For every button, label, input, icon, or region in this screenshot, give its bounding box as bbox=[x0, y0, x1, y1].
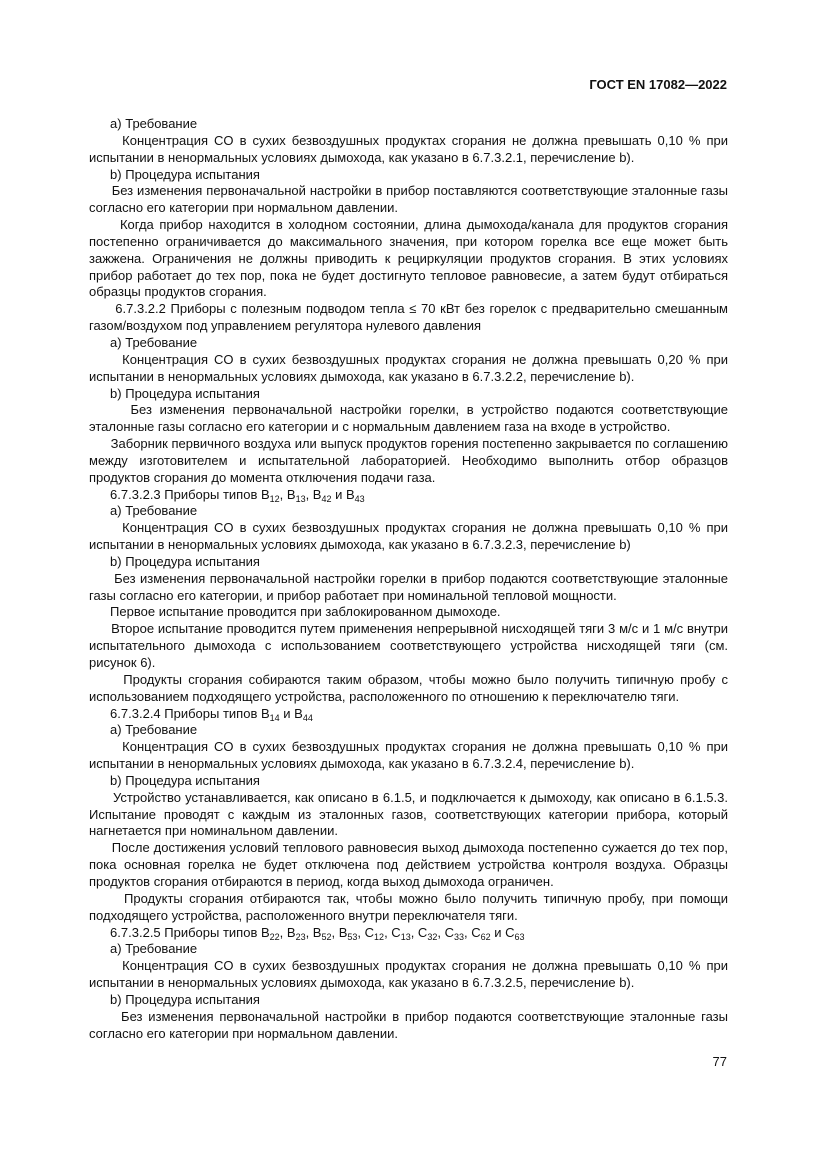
paragraph: Концентрация CO в сухих безвоздушных продуктах сгорания не должна превышать 0,10 % при испытании в ненормальных условиях дымохода, как указано в 6.7.3.2.4, перечисление b). bbox=[89, 739, 728, 772]
paragraph: b) Процедура испытания bbox=[92, 553, 260, 569]
paragraph: Концентрация CO в сухих безвоздушных продуктах сгорания не должна превышать 0,20 % при испытании в ненормальных условиях дымохода, как указано в 6.7.3.2.2, перечисление b). bbox=[89, 351, 728, 384]
paragraph: Продукты сгорания отбираются так, чтобы можно было получить типичную пробу, при помощи подходящего устройства, расположенного внутри переключателя тяги. bbox=[89, 890, 728, 923]
paragraph: Без изменения первоначальной настройки горелки в прибор подаются соответствующие эталонные газы согласно его категории, и прибор работает при номинальной тепловой мощности. bbox=[89, 570, 728, 603]
paragraph: b) Процедура испытания bbox=[92, 772, 260, 788]
paragraph: Первое испытание проводится при заблокированном дымоходе. bbox=[92, 604, 501, 620]
paragraph: а) Требование bbox=[92, 334, 198, 350]
paragraph: После достижения условий теплового равновесия выход дымохода постепенно сужается до тех пор, пока основная горелка не будет отключена под действием устройства контроля воздуха. Образцы продуктов сгорания отбираются в период, когда выход дымохода ограничен. bbox=[89, 840, 728, 889]
paragraph: а) Требование bbox=[92, 722, 198, 738]
document-header: ГОСТ EN 17082—2022 bbox=[589, 77, 727, 92]
paragraph: Без изменения первоначальной настройки горелки, в устройство подаются соответствующие эталонные газы согласно его категории и с нормальным давлением газа на входе в устройство. bbox=[89, 402, 728, 435]
paragraph: b) Процедура испытания bbox=[92, 385, 260, 401]
paragraph: а) Требование bbox=[92, 116, 198, 131]
document-body bbox=[89, 116, 728, 1042]
paragraph: Устройство устанавливается, как описано в 6.1.5, и подключается к дымоходу, как описано в 6.1.5.3. Испытание проводят с каждым из эталонных газов, соответствующих категории прибора, который нагнетается при номинальном давлении. bbox=[89, 789, 728, 839]
paragraph: а) Требование bbox=[92, 941, 198, 957]
paragraph: Продукты сгорания собираются таким образом, чтобы можно было получить типичную пробу с использованием подходящего устройства, расположенного по отношению к переключателю тяги. bbox=[89, 671, 728, 704]
paragraph: Второе испытание проводится путем применения непрерывной нисходящей тяги 3 м/с и 1 м/с внутри испытательного дымохода с использованием соответствующего устройства нисходящей тяги (см. рисунок 6). bbox=[89, 621, 728, 670]
paragraph: b) Процедура испытания bbox=[92, 166, 260, 182]
paragraph: 6.7.3.2.5 Приборы типов $B_{22}$, $B_{23}$, $B_{52}$, $B_{53}$, $C_{12}$, $C_{13}$, $C_{32}$, $C_{33}$, $C_{62}$ и $C_{63}$ bbox=[92, 924, 525, 942]
paragraph: Концентрация CO в сухих безвоздушных продуктах сгорания не должна превышать 0,10 % при испытании в ненормальных условиях дымохода, как указано в 6.7.3.2.3, перечисление b) bbox=[89, 520, 728, 553]
paragraph: а) Требование bbox=[92, 503, 198, 519]
paragraph: Когда прибор находится в холодном состоянии, длина дымохода/канала для продуктов сгорания постепенно ограничивается до максимального значения, при котором горелка все еще может быть зажжена. Ограничения не должны приводить к рециркуляции продуктов сгорания. В этих условиях прибор работает до тех пор, пока не будет достигнуто тепловое равновесие, а затем будут отбираться образцы продуктов сгорания. bbox=[89, 217, 728, 300]
paragraph: Без изменения первоначальной настройки в прибор поставляются соответствующие эталонные газы согласно его категории при нормальном давлении. bbox=[89, 183, 728, 216]
paragraph: Без изменения первоначальной настройки в прибор подаются соответствующие эталонные газы согласно его категории при нормальном давлении. bbox=[89, 1008, 728, 1041]
paragraph: Заборник первичного воздуха или выпуск продуктов горения постепенно закрывается по соглашению между изготовителем и испытательной лабораторией. Необходимо выполнить отбор образцов продуктов сгорания до момента отключения подачи газа. bbox=[89, 436, 728, 485]
paragraph: b) Процедура испытания bbox=[92, 991, 260, 1007]
page-number: 77 bbox=[712, 1054, 727, 1069]
paragraph: Концентрация CO в сухих безвоздушных продуктах сгорания не должна превышать 0,10 % при испытании в ненормальных условиях дымохода, как указано в 6.7.3.2.5, перечисление b). bbox=[89, 958, 728, 991]
paragraph: 6.7.3.2.4 Приборы типов $B_{14}$ и $B_{44}$ bbox=[92, 705, 313, 723]
paragraph: Концентрация CO в сухих безвоздушных продуктах сгорания не должна превышать 0,10 % при испытании в ненормальных условиях дымохода, как указано в 6.7.3.2.1, перечисление b). bbox=[89, 132, 728, 165]
paragraph: 6.7.3.2.2 Приборы с полезным подводом тепла ≤ 70 кВт без горелок с предварительно смешанным газом/воздухом под управлением регулятора нулевого давления bbox=[89, 301, 728, 334]
paragraph: 6.7.3.2.3 Приборы типов $B_{12}$, $B_{13}$, $B_{42}$ и $B_{43}$ bbox=[92, 486, 365, 504]
